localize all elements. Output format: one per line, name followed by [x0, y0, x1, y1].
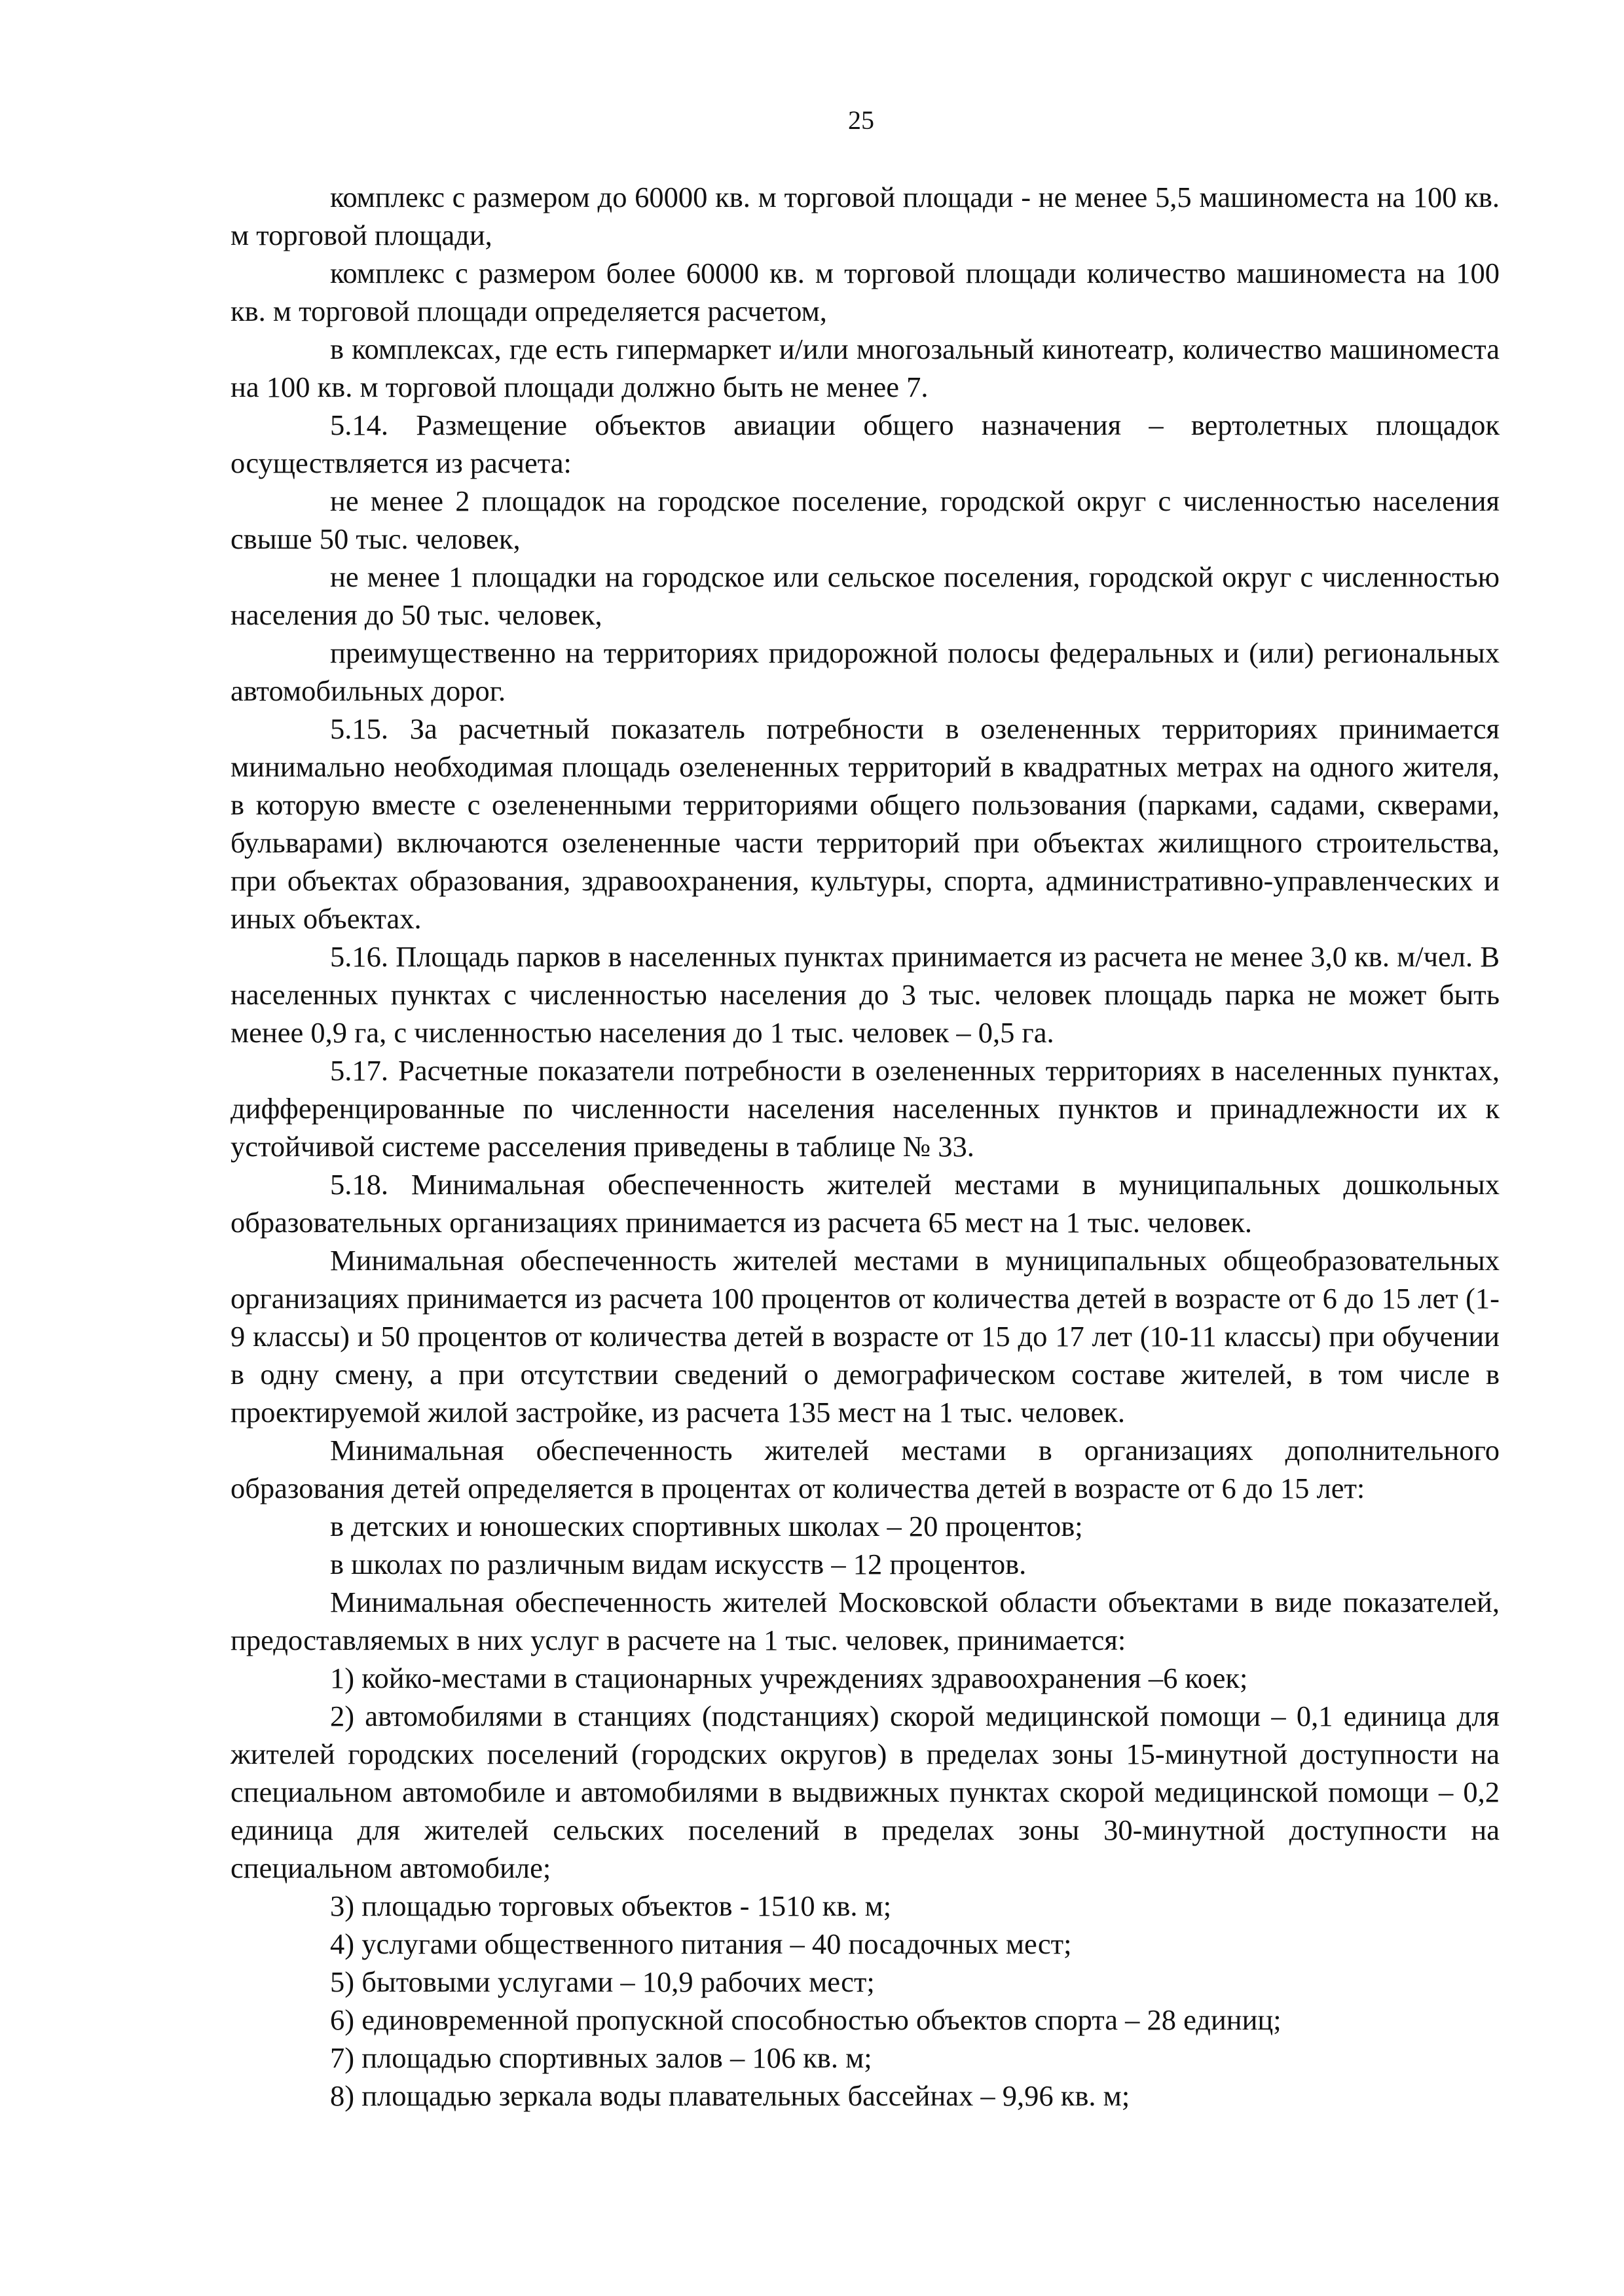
list-item: 2) автомобилями в станциях (подстанциях) скорой медицинской помощи – 0,1 единица для жителей городских поселений (городских округов) в пределах зоны 15-минутной доступности на специальном автомобиле и автомобилями в выдвижных пунктах скорой медицинской помощи – 0,2 единица для жителей сельских поселений в пределах зоны 30-минутной доступности на специальном автомобиле;: [231, 1700, 1500, 1884]
paragraph: комплекс с размером более 60000 кв. м торговой площади количество машиноместа на 100 кв. м торговой площади определяется расчетом,: [231, 257, 1500, 327]
paragraph-5-14: 5.14. Размещение объектов авиации общего назначения – вертолетных площадок осуществляется из расчета:: [231, 409, 1500, 479]
paragraph: в комплексах, где есть гипермаркет и/или многозальный кинотеатр, количество машиноместа на 100 кв. м торговой площади должно быть не менее 7.: [231, 333, 1500, 403]
paragraph: Минимальная обеспеченность жителей местами в муниципальных общеобразовательных организациях принимается из расчета 100 процентов от количества детей в возрасте от 6 до 15 лет (1-9 классы) и 50 процентов от количества детей в возрасте от 15 до 17 лет (10-11 классы) при обучении в одну смену, а при отсутствии сведений о демографическом составе жителей, в том числе в проектируемой жилой застройке, из расчета 135 мест на 1 тыс. человек.: [231, 1244, 1500, 1429]
paragraph-5-17: 5.17. Расчетные показатели потребности в озелененных территориях в населенных пунктах, дифференцированные по численности населения населенных пунктов и принадлежности их к устойчивой системе расселения приведены в таблице № 33.: [231, 1054, 1500, 1163]
paragraph-5-16: 5.16. Площадь парков в населенных пунктах принимается из расчета не менее 3,0 кв. м/чел. В населенных пунктах с численностью населения до 3 тыс. человек площадь парка не может быть менее 0,9 га, с численностью населения до 1 тыс. человек – 0,5 га.: [231, 940, 1500, 1049]
paragraph: Минимальная обеспеченность жителей Московской области объектами в виде показателей, предоставляемых в них услуг в расчете на 1 тыс. человек, принимается:: [231, 1586, 1500, 1656]
page-number: 25: [848, 105, 874, 135]
list-item: 5) бытовыми услугами – 10,9 рабочих мест;: [330, 1965, 875, 1998]
list-item: 7) площадью спортивных залов – 106 кв. м;: [330, 2041, 872, 2074]
list-item: 6) единовременной пропускной способностью объектов спорта – 28 единиц;: [330, 2003, 1282, 2036]
paragraph: преимущественно на территориях придорожной полосы федеральных и (или) региональных автомобильных дорог.: [231, 636, 1500, 707]
paragraph: в детских и юношеских спортивных школах – 20 процентов;: [330, 1510, 1083, 1542]
paragraph: Минимальная обеспеченность жителей местами в организациях дополнительного образования детей определяется в процентах от количества детей в возрасте от 6 до 15 лет:: [231, 1434, 1500, 1504]
list-item: 1) койко-местами в стационарных учреждениях здравоохранения –6 коек;: [330, 1662, 1248, 1694]
paragraph-5-15: 5.15. За расчетный показатель потребности в озелененных территориях принимается минимально необходимая площадь озелененных территорий в квадратных метрах на одного жителя, в которую вместе с озелененными территориями общего пользования (парками, садами, скверами, бульварами) включаются озелененные части территорий при объектах жилищного строительства, при объектах образования, здравоохранения, культуры, спорта, административно-управленческих и иных объектах.: [231, 712, 1500, 935]
paragraph-5-18: 5.18. Минимальная обеспеченность жителей местами в муниципальных дошкольных образовательных организациях принимается из расчета 65 мест на 1 тыс. человек.: [231, 1168, 1500, 1239]
page-body: [231, 178, 1500, 2115]
list-item: 8) площадью зеркала воды плавательных бассейнах – 9,96 кв. м;: [330, 2079, 1130, 2112]
list-item: 4) услугами общественного питания – 40 посадочных мест;: [330, 1927, 1072, 1960]
paragraph: не менее 1 площадки на городское или сельское поселения, городской округ с численностью населения до 50 тыс. человек,: [231, 560, 1500, 631]
paragraph: не менее 2 площадок на городское поселение, городской округ с численностью населения свыше 50 тыс. человек,: [231, 484, 1500, 555]
paragraph: в школах по различным видам искусств – 12 процентов.: [330, 1548, 1027, 1580]
list-item: 3) площадью торговых объектов - 1510 кв. м;: [330, 1889, 892, 1922]
paragraph: комплекс с размером до 60000 кв. м торговой площади - не менее 5,5 машиноместа на 100 кв. м торговой площади,: [231, 181, 1500, 251]
